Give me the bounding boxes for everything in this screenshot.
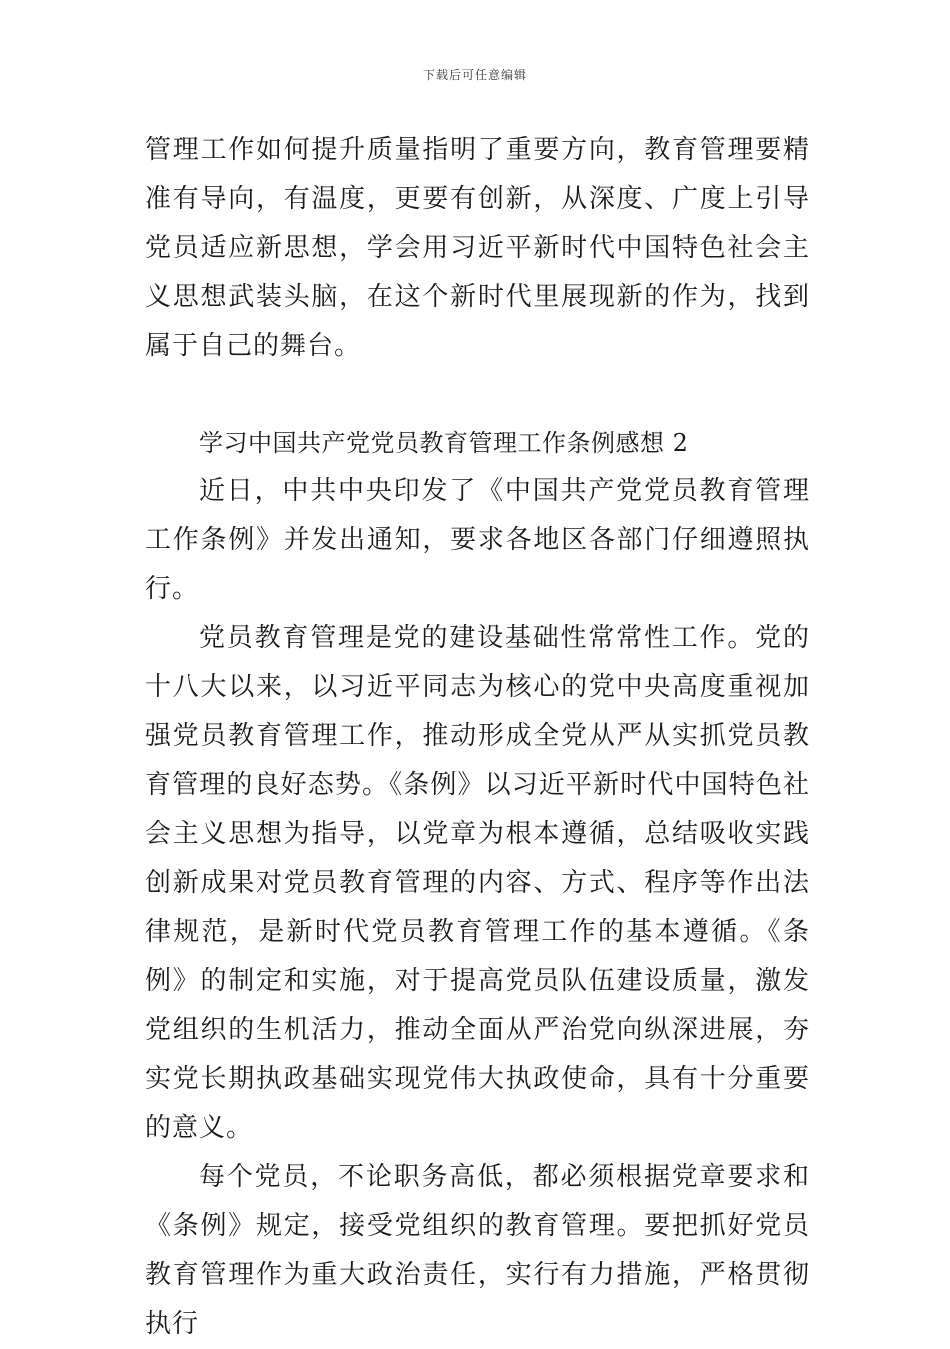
- section-title: 学习中国共产党党员教育管理工作条例感想 2: [199, 429, 689, 457]
- paragraph-2: 党员教育管理是党的建设基础性常常性工作。党的十八大以来，以习近平同志为核心的党中央高度重视加强党员教育管理工作，推动形成全党从严从实抓党员教育管理的良好态势。《条例》以习近平新时代中国特色社会主义思想为指导，以党章为根本遵循，总结吸收实践创新成果对党员教育管理的内容、方式、程序等作出法律规范，是新时代党员教育管理工作的基本遵循。《条例》的制定和实施，对于提高党员队伍建设质量，激发党组织的生机活力，推动全面从严治党向纵深进展，夯实党长期执政基础实现党伟大执政使命，具有十分重要的意义。: [145, 623, 810, 1143]
- page-header-note: 下载后可任意编辑: [422, 68, 527, 82]
- paragraph-gap: [145, 371, 810, 419]
- paragraph-1: 近日，中共中央印发了《中国共产党党员教育管理工作条例》并发出通知，要求各地区各部门仔细遵照执行。: [145, 476, 810, 604]
- paragraph-continuation: 管理工作如何提升质量指明了重要方向，教育管理要精准有导向，有温度，更要有创新，从深度、广度上引导党员适应新思想，学会用习近平新时代中国特色社会主义思想武装头脑，在这个新时代里展现新的作为，找到属于自己的舞台。: [145, 135, 810, 361]
- paragraph-3: 每个党员，不论职务高低，都必须根据党章要求和《条例》规定，接受党组织的教育管理。要把抓好党员教育管理作为重大政治责任，实行有力措施，严格贯彻执行: [145, 1162, 810, 1339]
- document-body: [145, 126, 810, 1349]
